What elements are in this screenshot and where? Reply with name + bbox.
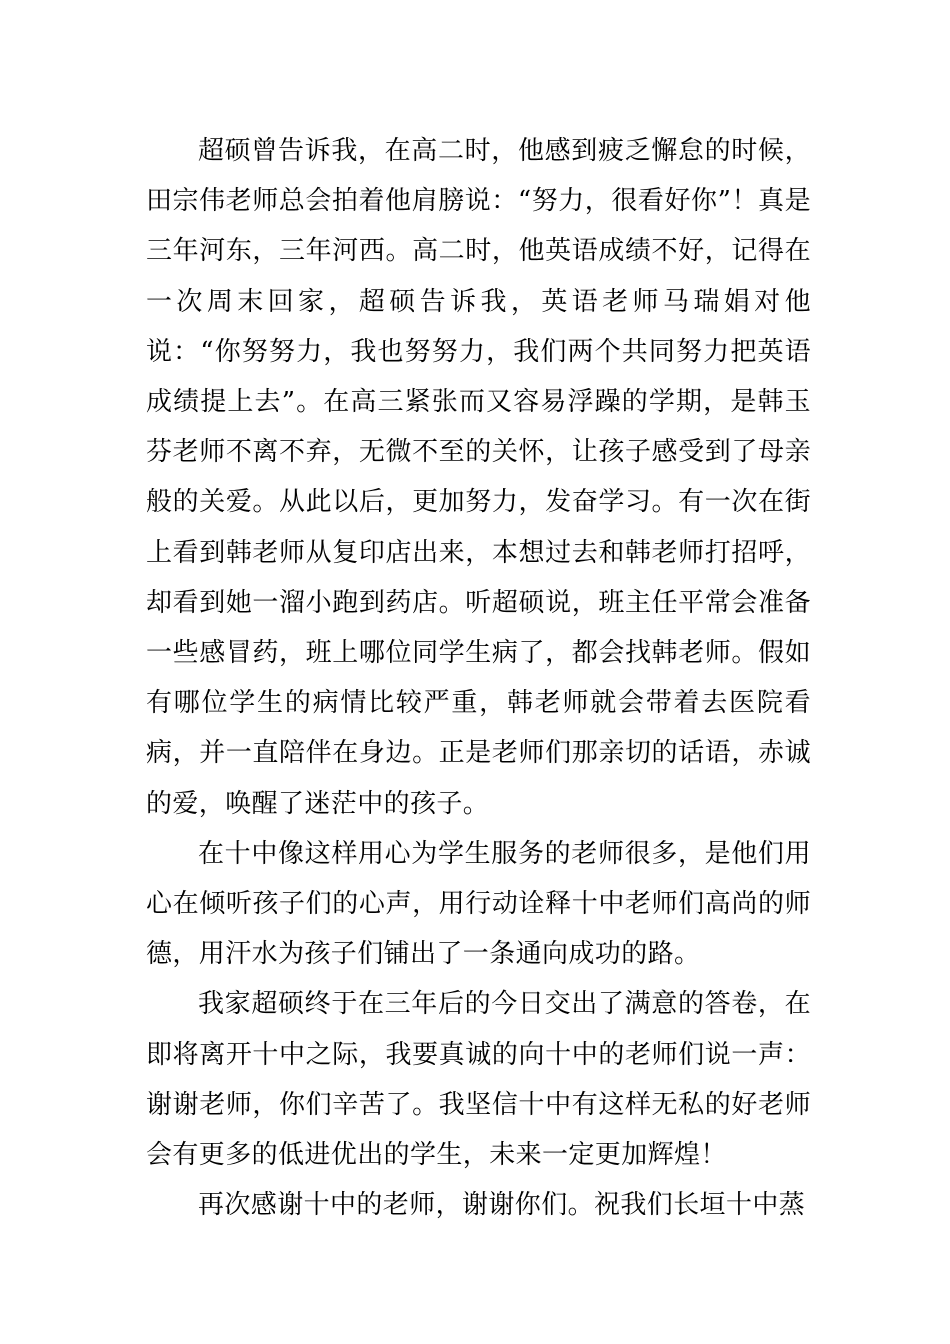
paragraph-thanks: 我家超硕终于在三年后的今日交出了满意的答卷，在即将离开十中之际，我要真诚的向十中的老师们说一声：谢谢老师，你们辛苦了。我坚信十中有这样无私的好老师会有更多的低进优出的学生，未来一定更加辉煌！ [146,989,811,1171]
paragraph-closing: 再次感谢十中的老师，谢谢你们。祝我们长垣十中蒸 [198,1190,806,1221]
paragraph-teachers-care: 超硕曾告诉我，在高二时，他感到疲乏懈怠的时候，田宗伟老师总会拍着他肩膀说：“努力，很看好你”！真是三年河东，三年河西。高二时，他英语成绩不好，记得在一次周末回家，超硕告诉我，英语老师马瑞娟对他说：“你努努力，我也努努力，我们两个共同努力把英语成绩提上去”。在高三紧张而又容易浮躁的学期，是韩玉芬老师不离不弃，无微不至的关怀，让孩子感受到了母亲般的关爱。从此以后，更加努力，发奋学习。有一次在街上看到韩老师从复印店出来，本想过去和韩老师打招呼，却看到她一溜小跑到药店。听超硕说，班主任平常会准备一些感冒药，班上哪位同学生病了，都会找韩老师。假如有哪位学生的病情比较严重，韩老师就会带着去医院看病，并一直陪伴在身边。正是老师们那亲切的话语，赤诚的爱，唤醒了迷茫中的孩子。 [146,136,811,819]
paragraph-school-teachers: 在十中像这样用心为学生服务的老师很多，是他们用心在倾听孩子们的心声，用行动诠释十中老师们高尚的师德，用汗水为孩子们铺出了一条通向成功的路。 [146,838,811,970]
document-body [146,126,811,1230]
